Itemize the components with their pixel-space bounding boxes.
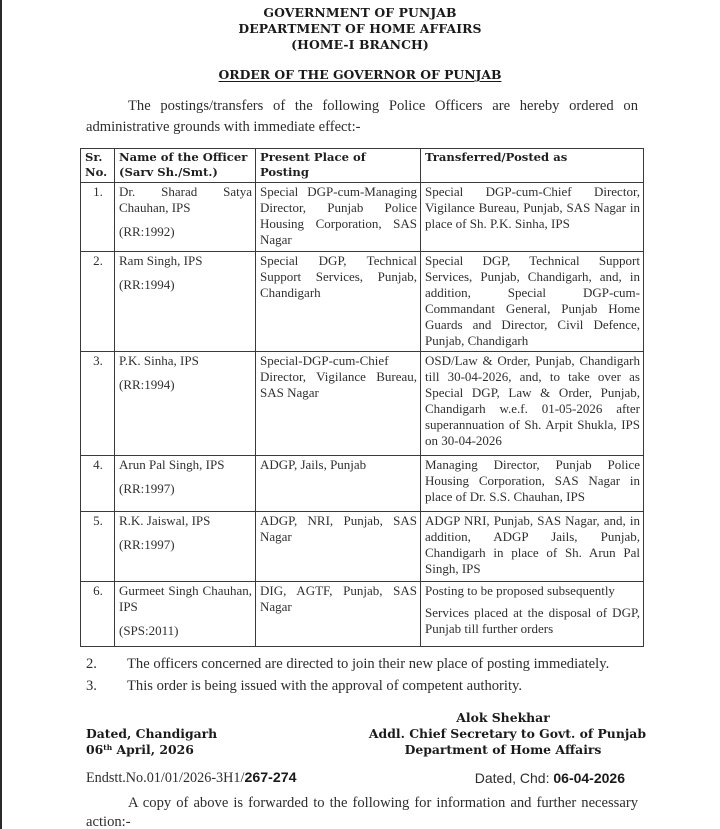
table-row — [81, 582, 644, 647]
date-day: 06 — [86, 742, 104, 757]
paragraph-text: This order is being issued with the approval of competent authority. — [127, 678, 523, 694]
order-title — [0, 67, 720, 82]
endorsement-prefix: Endstt.No.01/01/2026-3H1/ — [86, 770, 245, 786]
cell-name — [115, 183, 256, 252]
table-header-row — [81, 149, 644, 183]
branch-heading: (HOME-I BRANCH) — [291, 37, 429, 52]
cell-sr: 2. — [81, 252, 115, 352]
date-month-year: April, 2026 — [112, 742, 194, 757]
cell-name — [115, 252, 256, 352]
paragraph-3 — [86, 678, 642, 695]
cell-sr: 3. — [81, 352, 115, 456]
cell-sr: 5. — [81, 512, 115, 582]
signatory-name: Alok Shekhar — [456, 710, 550, 725]
cell-sr: 1. — [81, 183, 115, 252]
copy-forward-text: A copy of above is forwarded to the following for information and further necessary action:- — [86, 795, 638, 829]
cell-transferred: ADGP NRI, Punjab, SAS Nagar, and, in addition, ADGP Jails, Punjab, Chandigarh in place of Sh. Arun Pal Singh, IPS — [421, 512, 644, 582]
officer-batch: (RR:1997) — [119, 537, 175, 552]
govt-heading: GOVERNMENT OF PUNJAB — [263, 5, 457, 20]
transferred-line: Posting to be proposed subsequently — [425, 583, 615, 598]
officer-name: Gurmeet Singh Chauhan, IPS — [119, 583, 252, 614]
cell-name — [115, 512, 256, 582]
transferred-extra: Services placed at the disposal of DGP, Punjab till further orders — [425, 605, 640, 636]
date-suffix: th — [103, 743, 113, 752]
col-header-transferred: Transferred/Posted as — [421, 149, 644, 183]
cell-transferred: Managing Director, Punjab Police Housing Corporation, SAS Nagar in place of Dr. S.S. Chauhan, IPS — [421, 456, 644, 512]
cell-present: Special DGP, Technical Support Services, Punjab, Chandigarh — [256, 252, 421, 352]
cell-present: DIG, AGTF, Punjab, SAS Nagar — [256, 582, 421, 647]
cell-transferred: OSD/Law & Order, Punjab, Chandigarh till 30-04-2026, and, to take over as Special DGP, Law & Order, Punjab, Chandigarh w.e.f. 01-05-2026 after superannuation of Sh. Arpit Shukla, IPS on 30-04-2026 — [421, 352, 644, 456]
order-title-text: ORDER OF THE GOVERNOR OF PUNJAB — [218, 67, 502, 82]
intro-paragraph — [86, 96, 638, 138]
table-row — [81, 512, 644, 582]
signatory-title: Addl. Chief Secretary to Govt. of Punjab — [368, 726, 646, 741]
officer-batch: (RR:1994) — [119, 277, 175, 292]
officer-batch: (RR:1992) — [119, 224, 175, 239]
department-heading: DEPARTMENT OF HOME AFFAIRS — [238, 21, 482, 36]
table-row — [81, 456, 644, 512]
officer-batch: (RR:1997) — [119, 481, 175, 496]
endorsement-date — [475, 770, 625, 786]
postings-table — [80, 148, 644, 647]
cell-sr: 4. — [81, 456, 115, 512]
col-header-sr: Sr. No. — [81, 149, 115, 183]
cell-name — [115, 352, 256, 456]
paragraph-text: The officers concerned are directed to join their new place of posting immediately. — [127, 656, 610, 672]
signatory-department: Department of Home Affairs — [404, 742, 602, 757]
officer-name: Arun Pal Singh, IPS — [119, 457, 225, 472]
cell-present: Special-DGP-cum-Chief Director, Vigilance Bureau, SAS Nagar — [256, 352, 421, 456]
table-row — [81, 183, 644, 252]
table-row — [81, 252, 644, 352]
cell-name — [115, 456, 256, 512]
cell-present: ADGP, NRI, Punjab, SAS Nagar — [256, 512, 421, 582]
dated-place: Dated, Chandigarh — [86, 726, 218, 741]
paragraph-number: 2. — [86, 656, 97, 672]
col-header-present: Present Place of Posting — [256, 149, 421, 183]
endorsement-date-value: 06-04-2026 — [553, 770, 625, 786]
table-row — [81, 352, 644, 456]
cell-present: ADGP, Jails, Punjab — [256, 456, 421, 512]
officer-batch: (SPS:2011) — [119, 623, 179, 638]
officer-name: Ram Singh, IPS — [119, 253, 203, 268]
cell-transferred — [421, 582, 644, 647]
officer-name: R.K. Jaiswal, IPS — [119, 513, 211, 528]
cell-present: Special DGP-cum-Managing Director, Punjab Police Housing Corporation, SAS Nagar — [256, 183, 421, 252]
dated-date — [86, 742, 194, 757]
endorsement-date-label: Dated, Chd: — [474, 770, 554, 786]
officer-name: P.K. Sinha, IPS — [119, 353, 199, 368]
cell-transferred: Special DGP, Technical Support Services, Punjab, Chandigarh, and, in addition, Special DGP-cum-Commandant General, Punjab Home Guards and Director, Civil Defence, Punjab, Chandigarh — [421, 252, 644, 352]
cell-sr: 6. — [81, 582, 115, 647]
cell-transferred: Special DGP-cum-Chief Director, Vigilance Bureau, Punjab, SAS Nagar in place of Sh. P.K. Sinha, IPS — [421, 183, 644, 252]
col-header-name: Name of the Officer (Sarv Sh./Smt.) — [115, 149, 256, 183]
officer-name: Dr. Sharad Satya Chauhan, IPS — [119, 184, 252, 215]
intro-text: The postings/transfers of the following Police Officers are hereby ordered on administrative grounds with immediate effect:- — [86, 98, 638, 135]
endorsement-range: 267-274 — [244, 770, 297, 786]
copy-forward-paragraph — [86, 794, 638, 829]
cell-name — [115, 582, 256, 647]
officer-batch: (RR:1994) — [119, 377, 175, 392]
paragraph-2 — [86, 656, 642, 673]
endorsement-number — [86, 770, 297, 787]
paragraph-number: 3. — [86, 678, 97, 694]
